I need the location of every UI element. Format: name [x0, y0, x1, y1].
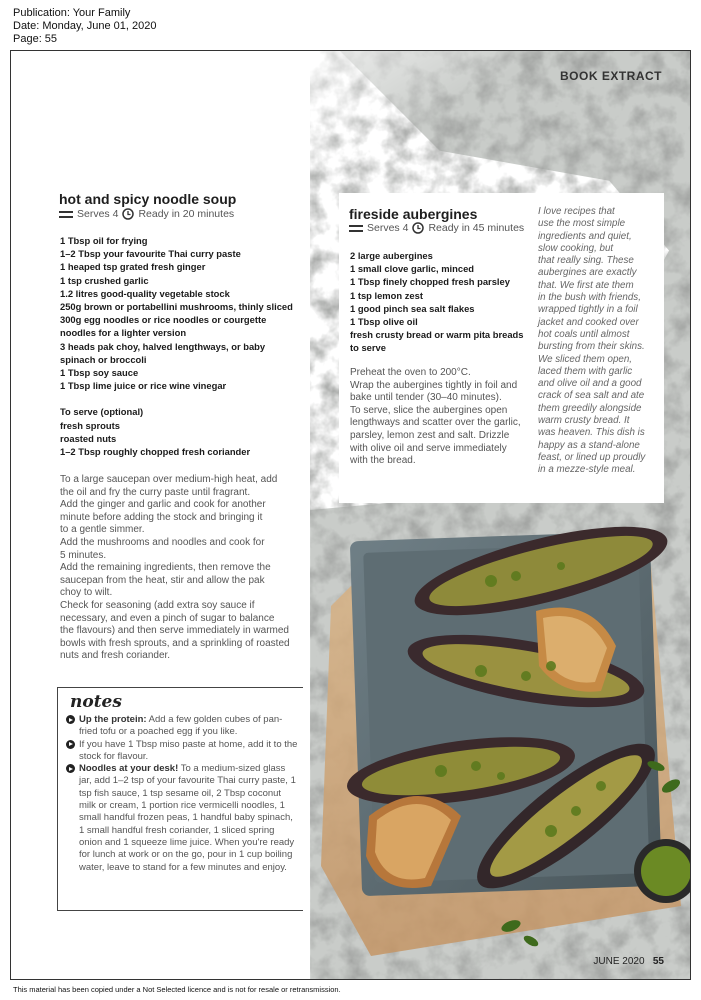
ingredient-item: 1 Tbsp olive oil — [350, 316, 418, 328]
method-line: necessary, and even a pinch of sugar to balance — [60, 612, 275, 624]
ingredient-item: 1.2 litres good-quality vegetable stock — [60, 287, 230, 299]
author-quote — [538, 206, 668, 477]
ingredient-item: 1 tsp lemon zest — [350, 289, 423, 301]
ingredient-item: 2 large aubergines — [350, 250, 433, 261]
publication-name: Publication: Your Family — [13, 7, 131, 19]
quote-line: that. We first ate them — [538, 279, 634, 291]
ingredient-item: 3 heads pak choy, halved lengthways, or baby — [60, 340, 266, 352]
ingredient-item: 300g egg noodles or rice noodles or courgette — [60, 314, 267, 326]
arrow-bullet-icon — [66, 764, 75, 773]
method-line: Check for seasoning (add extra soy sauce if — [60, 599, 255, 611]
quote-line: that really sing. These — [538, 255, 634, 267]
method-line: to a gentle simmer. — [60, 524, 145, 536]
quote-line: feast, or lined up proudly — [538, 451, 646, 463]
notes-item — [66, 763, 298, 874]
quote-line: I love recipes that — [538, 206, 615, 217]
ingredient-item: fresh crusty bread or warm pita breads — [350, 329, 524, 341]
notes-item-lead: Noodles at your desk! — [79, 763, 179, 775]
section-tag: BOOK EXTRACT — [560, 69, 662, 83]
quote-line: slow cooking, but — [538, 242, 614, 254]
folio-issue: JUNE 2020 — [593, 956, 645, 967]
licence-footer: This material has been copied under a Not Selected licence and is not for resale or retransmission. — [13, 985, 341, 994]
serve-item: roasted nuts — [60, 432, 117, 444]
method-line: parsley, lemon zest and salt. Drizzle — [350, 429, 510, 441]
method-line: bowls with fresh sprouts, and a sprinkling of roasted — [60, 637, 290, 649]
recipe2-ingredients — [350, 249, 524, 355]
notes-item-text: To a medium-sized glass jar, add 1–2 tsp of your favourite Thai curry paste, 1 tsp fish sauce, 1 tsp sesame oil, 2 Tbsp coconut milk or cream, 1 portion rice vermicelli noodles, 1 small handful frozen peas, 1 handful baby spinach, 1 small handful fresh coriander, 1 sliced spring onion and 1 squeeze lime juice. When you're ready for lunch at work or on the go, pour in 1 cup boiling water, leave to stand for a few minutes and enjoy. — [79, 763, 296, 873]
method-line: bake until tender (30–40 minutes). — [350, 392, 502, 404]
quote-line: laced them with garlic — [538, 365, 633, 377]
notes-list — [66, 714, 298, 874]
method-line: Add the ginger and garlic and cook for another — [60, 499, 266, 511]
ingredient-item: 1 Tbsp lime juice or rice wine vinegar — [60, 380, 227, 392]
notes-item — [66, 739, 298, 764]
cutlery-icon — [59, 210, 73, 219]
recipe2-title: fireside aubergines — [349, 206, 478, 222]
clock-icon — [122, 208, 134, 220]
quote-line: ingredients and quiet, — [538, 230, 632, 242]
cutlery-icon — [349, 224, 363, 233]
method-line: the oil and fry the curry paste until fragrant. — [60, 486, 251, 498]
recipe1-title: hot and spicy noodle soup — [59, 191, 237, 207]
ingredient-item: 1 Tbsp finely chopped fresh parsley — [350, 276, 510, 288]
quote-line: jacket and cooked over — [538, 316, 639, 328]
arrow-bullet-icon — [66, 715, 75, 724]
recipe1-ingredients — [60, 234, 293, 458]
method-line: choy to wilt. — [60, 587, 113, 599]
ingredient-item: 250g brown or portabellini mushrooms, thinly sliced — [60, 301, 293, 313]
arrow-bullet-icon — [66, 740, 75, 749]
quote-line: was heaven. This dish is — [538, 427, 645, 439]
spacer — [60, 392, 293, 405]
serve-item: 1–2 Tbsp roughly chopped fresh coriander — [60, 446, 251, 458]
quote-line: them greedily alongside — [538, 402, 642, 414]
notes-box — [57, 687, 303, 911]
quote-line: hot coals until almost — [538, 328, 630, 340]
publication-page: Page: 55 — [13, 33, 58, 45]
method-line: Wrap the aubergines tightly in foil and — [350, 379, 518, 391]
notes-item-text: If you have 1 Tbsp miso paste at home, add it to the stock for flavour. — [79, 738, 298, 762]
method-line: lengthways and scatter over the garlic, — [350, 417, 521, 429]
recipe2-serves: Serves 4 — [367, 222, 409, 234]
to-serve-heading: To serve (optional) — [60, 406, 144, 418]
method-line: nuts and fresh coriander. — [60, 650, 171, 662]
quote-line: in a mezze-style meal. — [538, 464, 636, 476]
quote-line: in the bush with friends, — [538, 292, 641, 304]
recipe2-ready: Ready in 45 minutes — [428, 222, 525, 234]
method-line: the flavours) and then serve immediately in warmed — [60, 625, 289, 637]
publication-header — [13, 7, 157, 46]
ingredient-item: 1 heaped tsp grated fresh ginger — [60, 261, 206, 273]
recipe2-method — [350, 367, 521, 468]
ingredient-item: spinach or broccoli — [60, 353, 147, 365]
method-line: Add the remaining ingredients, then remove the — [60, 562, 271, 574]
serve-item: fresh sprouts — [60, 419, 120, 431]
recipe1-ready: Ready in 20 minutes — [138, 208, 235, 220]
method-line: To a large saucepan over medium-high heat, add — [60, 474, 278, 485]
notes-item-lead: Up the protein: — [79, 714, 147, 725]
method-line: minute before adding the stock and bringing it — [60, 511, 263, 523]
method-line: with olive oil and serve immediately — [350, 442, 507, 454]
method-line: Preheat the oven to 200°C. — [350, 367, 471, 378]
method-line: saucepan from the heat, stir and allow the pak — [60, 574, 265, 586]
method-line: with the bread. — [350, 455, 416, 467]
clock-icon — [412, 222, 424, 234]
page-folio — [593, 956, 664, 967]
method-line: Add the mushrooms and noodles and cook for — [60, 536, 265, 548]
recipe1-meta — [59, 208, 234, 220]
quote-line: aubergines are exactly — [538, 267, 637, 279]
notes-item-text: Add a few golden cubes of pan-fried tofu or a poached egg if you like. — [79, 714, 283, 738]
aubergine-photo — [311, 486, 691, 980]
quote-line: happy as a stand-alone — [538, 439, 640, 451]
ingredient-item: 1 Tbsp oil for frying — [60, 235, 148, 246]
ingredient-item: 1 tsp crushed garlic — [60, 274, 149, 286]
ingredient-item: 1–2 Tbsp your favourite Thai curry paste — [60, 248, 241, 260]
quote-line: and olive oil and a good — [538, 378, 642, 390]
method-line: To serve, slice the aubergines open — [350, 404, 508, 416]
recipe1-method — [60, 474, 290, 663]
quote-line: bursting from their skins. — [538, 341, 645, 353]
method-line: 5 minutes. — [60, 549, 107, 561]
notes-item — [66, 714, 298, 739]
ingredient-item: 1 small clove garlic, minced — [350, 263, 475, 275]
folio-page: 55 — [652, 956, 664, 967]
publication-date: Date: Monday, June 01, 2020 — [13, 20, 157, 32]
ingredient-item: 1 good pinch sea salt flakes — [350, 302, 475, 314]
quote-line: We sliced them open, — [538, 353, 633, 365]
recipe1-serves: Serves 4 — [77, 208, 119, 220]
notes-title: notes — [70, 692, 122, 712]
quote-line: warm crusty bread. It — [538, 415, 630, 427]
quote-line: use the most simple — [538, 218, 626, 230]
magazine-page — [10, 50, 691, 980]
ingredient-item: to serve — [350, 342, 386, 354]
ingredient-item: 1 Tbsp soy sauce — [60, 367, 139, 379]
quote-line: crack of sea salt and ate — [538, 390, 645, 402]
ingredient-item: noodles for a lighter version — [60, 327, 187, 339]
quote-line: wrapped tightly in a foil — [538, 304, 638, 316]
recipe2-meta — [349, 222, 524, 234]
